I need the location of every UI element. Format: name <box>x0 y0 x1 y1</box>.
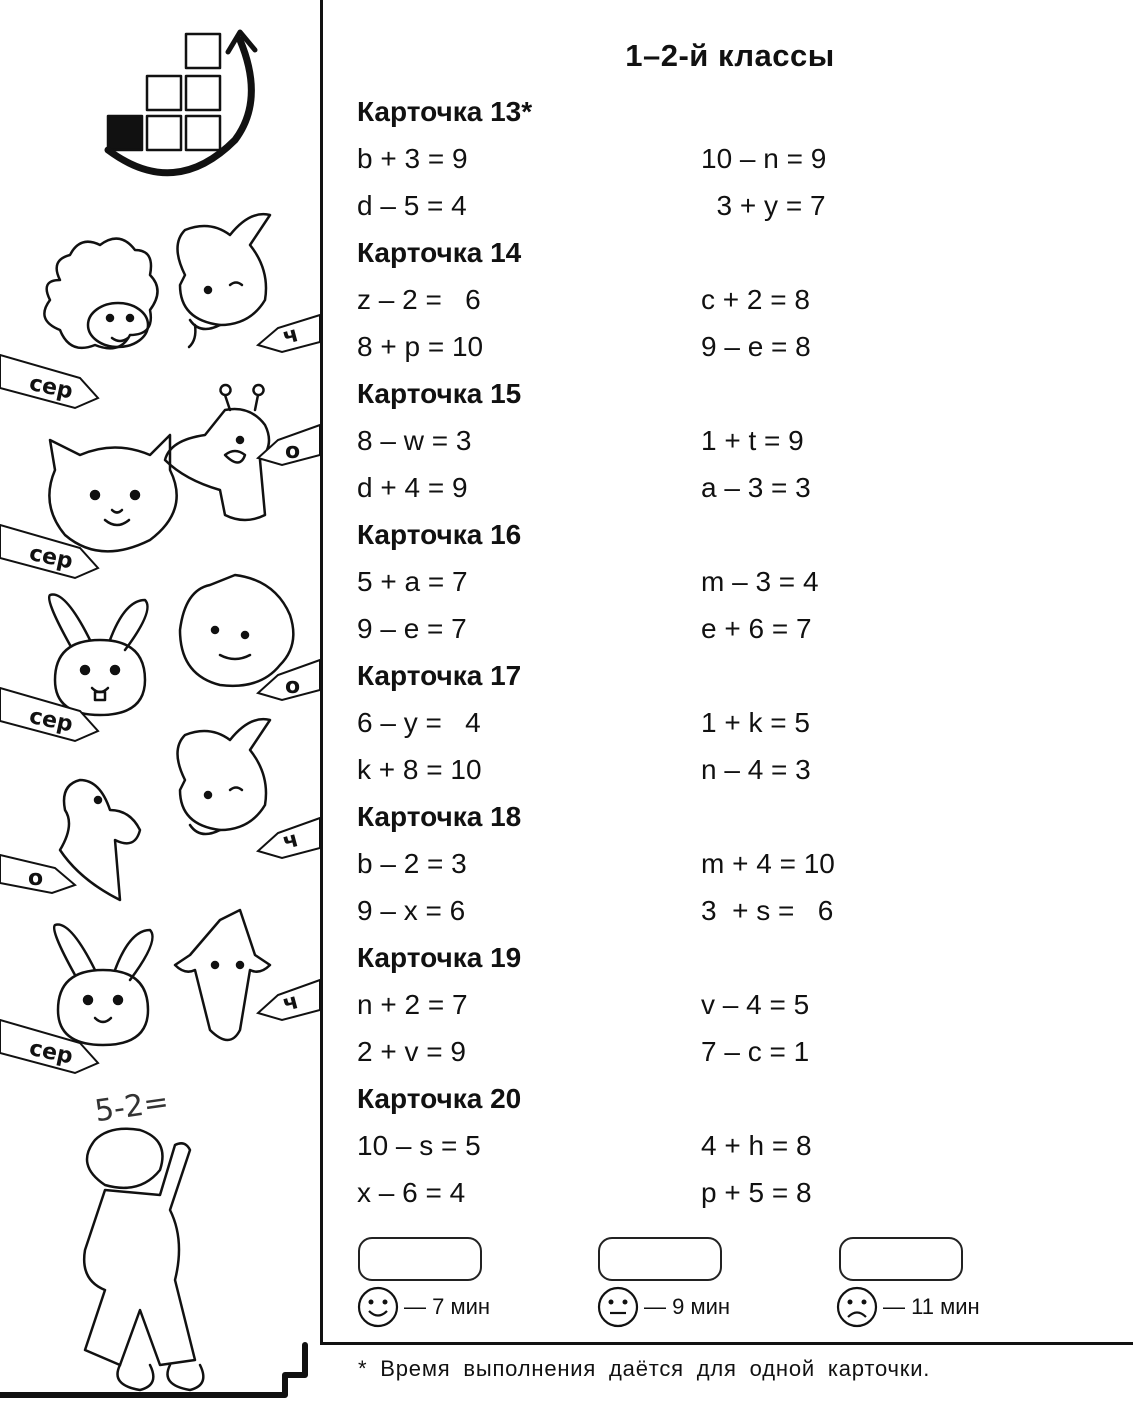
equation: d + 4 = 9 <box>357 472 468 503</box>
footnote: * Время выполнения даётся для одной карточки. <box>358 1356 931 1381</box>
page-divider <box>320 0 323 1345</box>
giraffe-icon <box>165 385 269 520</box>
equation: 9 – x = 6 <box>357 895 466 926</box>
equation: 8 – w = 3 <box>357 425 472 456</box>
equation: 10 – s = 5 <box>357 1130 481 1161</box>
sad-face-icon <box>835 1285 879 1329</box>
equation: e + 6 = 7 <box>701 613 812 644</box>
tag-label: сер <box>27 370 75 405</box>
equation: d – 5 = 4 <box>357 190 467 221</box>
equation: 9 – e = 8 <box>701 331 811 362</box>
timing-label: — 7 мин <box>404 1294 491 1319</box>
card-heading: Карточка 20 <box>357 1083 522 1114</box>
timing-label: — 11 мин <box>883 1294 980 1319</box>
rabbit-icon <box>49 595 147 715</box>
card-heading: Карточка 18 <box>357 801 522 832</box>
timing-legend-11 <box>835 1287 980 1327</box>
tag-label: сер <box>27 703 75 738</box>
card-heading: Карточка 16 <box>357 519 522 550</box>
pencil-tag-5 <box>0 688 98 741</box>
sidebar-illustration <box>0 0 322 1427</box>
equation: 2 + v = 9 <box>357 1036 466 1067</box>
lion-icon <box>180 575 293 686</box>
timing-label: — 9 мин <box>644 1294 731 1319</box>
equation: z – 2 = 6 <box>357 284 481 315</box>
equation: 1 + t = 9 <box>701 425 804 456</box>
stairs-arrow-icon <box>108 32 255 173</box>
equation: 8 + p = 10 <box>357 331 484 362</box>
tag-label: сер <box>27 1035 75 1070</box>
card-heading: Карточка 17 <box>357 660 522 691</box>
tag-label: ч <box>280 322 302 351</box>
equation: m + 4 = 10 <box>701 848 835 879</box>
equation: 4 + h = 8 <box>701 1130 812 1161</box>
equation: 7 – c = 1 <box>701 1036 810 1067</box>
neutral-face-icon <box>596 1285 640 1329</box>
pencil-tag-2 <box>258 315 320 352</box>
equation: 6 – y = 4 <box>357 707 481 738</box>
equation: k + 8 = 10 <box>357 754 482 785</box>
equation: p + 5 = 8 <box>701 1177 812 1208</box>
equation: a – 3 = 3 <box>701 472 811 503</box>
equation: 10 – n = 9 <box>701 143 827 174</box>
equation: 5 + a = 7 <box>357 566 468 597</box>
pencil-tag-7 <box>0 855 75 893</box>
page-title: 1–2-й классы <box>625 38 835 73</box>
timing-legend-9 <box>596 1287 730 1327</box>
goat-icon <box>175 910 270 1040</box>
equation: 1 + k = 5 <box>701 707 810 738</box>
equation: c + 2 = 8 <box>701 284 810 315</box>
happy-face-icon <box>356 1285 400 1329</box>
equation: v – 4 = 5 <box>701 989 810 1020</box>
time-input-box[interactable] <box>598 1237 722 1281</box>
time-input-box[interactable] <box>358 1237 482 1281</box>
boy-writing-icon <box>84 1129 203 1390</box>
timing-legend-7 <box>356 1287 490 1327</box>
tag-label: о <box>285 439 301 464</box>
card-heading: Карточка 13* <box>357 96 533 127</box>
card-heading: Карточка 15 <box>357 378 522 409</box>
footer-rule <box>320 1342 1133 1345</box>
card-heading: Карточка 19 <box>357 942 522 973</box>
equation: 3 + y = 7 <box>701 190 826 221</box>
card-heading: Карточка 14 <box>357 237 522 268</box>
pencil-tag-6 <box>258 660 320 700</box>
pencil-tag-1 <box>0 355 98 408</box>
equation: n – 4 = 3 <box>701 754 811 785</box>
sheep-icon <box>44 239 157 349</box>
board-text: 5-2= <box>92 1084 171 1130</box>
pencil-tag-3 <box>0 525 98 578</box>
equation: n + 2 = 7 <box>357 989 468 1020</box>
pencil-tag-9 <box>0 1020 98 1073</box>
tag-label: о <box>28 866 44 891</box>
dog-icon-2 <box>178 719 271 834</box>
equation: 9 – e = 7 <box>357 613 467 644</box>
equation: x – 6 = 4 <box>357 1177 466 1208</box>
time-input-box[interactable] <box>839 1237 963 1281</box>
rabbit-icon-2 <box>54 925 152 1045</box>
cat-icon <box>49 435 176 551</box>
tag-label: сер <box>27 540 75 575</box>
tag-label: ч <box>280 827 302 856</box>
tag-label: о <box>285 674 301 699</box>
equation: 3 + s = 6 <box>701 895 834 926</box>
tag-label: ч <box>280 989 302 1018</box>
pencil-tag-10 <box>258 980 320 1020</box>
pencil-tag-8 <box>258 818 320 858</box>
equation: m – 3 = 4 <box>701 566 819 597</box>
dog-icon <box>178 214 271 347</box>
equation: b + 3 = 9 <box>357 143 468 174</box>
equation: b – 2 = 3 <box>357 848 467 879</box>
